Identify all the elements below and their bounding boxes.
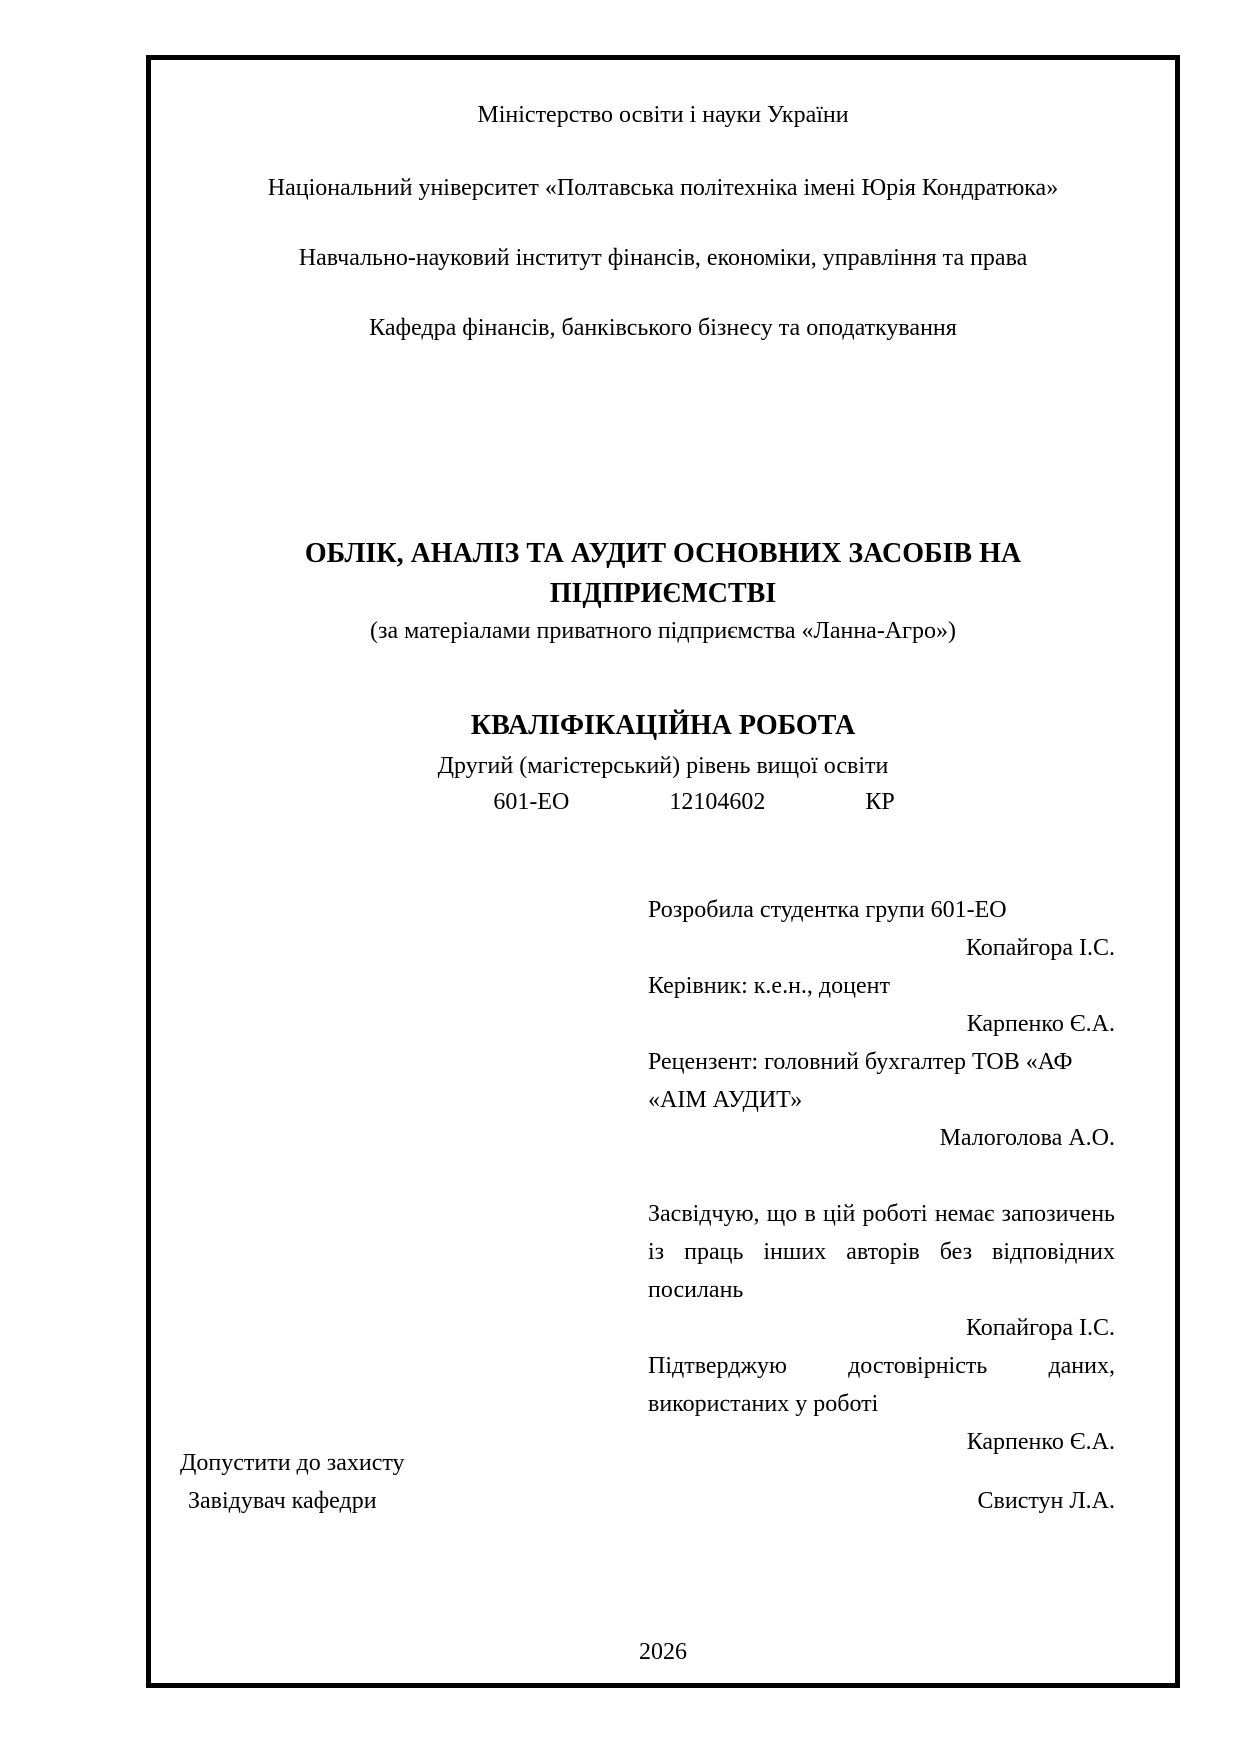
data-validity-signature-name: Карпенко Є.А.	[966, 1429, 1115, 1455]
approval-block	[180, 1444, 1115, 1520]
year-line: 2026	[639, 1639, 687, 1665]
university-line: Національний університет «Полтавська політехніка імені Юрія Кондратюка»	[267, 175, 1059, 201]
thesis-title-line2: ПІДПРИЄМСТВІ	[549, 578, 777, 609]
student-signature-name: Копайгора І.С.	[965, 935, 1115, 961]
supervisor-signature-name: Карпенко Є.А.	[966, 1011, 1115, 1037]
work-type-heading: КВАЛІФІКАЦІЙНА РОБОТА	[470, 710, 856, 741]
institute-line: Навчально-науковий інститут фінансів, економіки, управління та права	[298, 245, 1028, 271]
education-level-line: Другий (магістерський) рівень вищої освіти	[437, 753, 889, 779]
group-code: 601-ЕО	[493, 789, 570, 815]
reviewer-line: Рецензент: головний бухгалтер ТОВ «АФ «АІМ АУДИТ»	[648, 1049, 1073, 1113]
credits-block	[648, 891, 1115, 1461]
department-head-row	[180, 1482, 1115, 1520]
no-plagiarism-signature-name: Копайгора І.С.	[965, 1315, 1115, 1341]
thesis-title	[151, 534, 1175, 614]
work-abbr: КР	[865, 789, 895, 815]
page-border-frame	[146, 55, 1180, 1688]
data-validity-declaration: Підтверджую достовірність даних, використаних у роботі	[648, 1353, 1115, 1417]
ministry-line: Міністерство освіти і науки України	[477, 102, 849, 128]
work-number: 12104602	[669, 789, 766, 815]
thesis-title-line1: ОБЛІК, АНАЛІЗ ТА АУДИТ ОСНОВНИХ ЗАСОБІВ НА	[304, 538, 1022, 569]
work-codes-line	[182, 789, 1206, 816]
reviewer-signature-name: Малоголова А.О.	[939, 1125, 1115, 1151]
developed-by-line: Розробила студентка групи 601-ЕО	[648, 897, 1007, 923]
admit-to-defense-line: Допустити до захисту	[180, 1450, 405, 1476]
supervisor-line: Керівник: к.е.н., доцент	[648, 973, 890, 999]
department-line: Кафедра фінансів, банківського бізнесу та оподаткування	[369, 315, 957, 341]
no-plagiarism-declaration: Засвідчую, що в цій роботі немає запозичень із праць інших авторів без відповідних посилань	[648, 1201, 1115, 1303]
thesis-subtitle: (за матеріалами приватного підприємства «Ланна-Агро»)	[370, 618, 956, 644]
department-head-name: Свистун Л.А.	[977, 1488, 1115, 1514]
department-head-label: Завідувач кафедри	[188, 1488, 377, 1514]
